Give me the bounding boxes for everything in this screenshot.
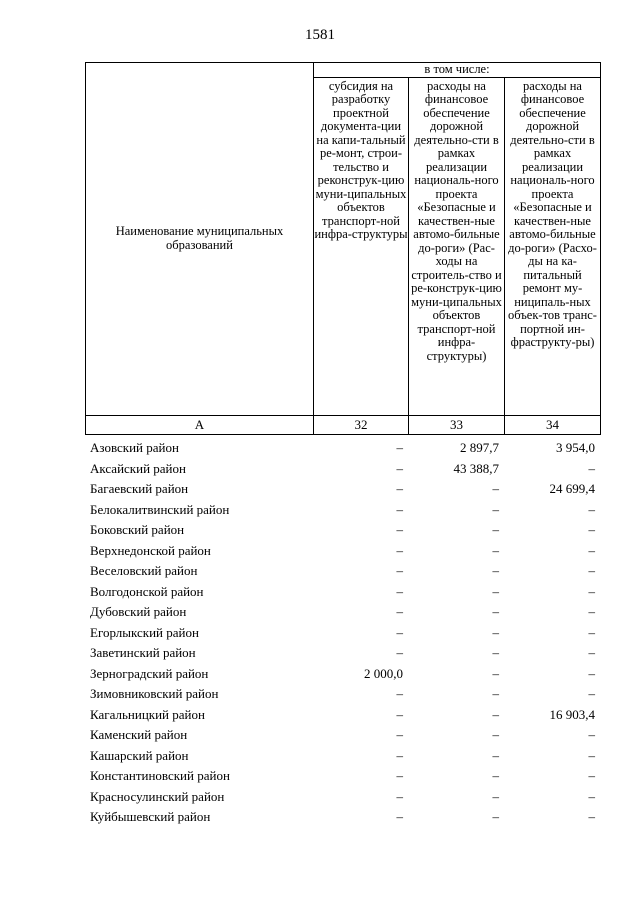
cell-33: – [492, 686, 499, 702]
cell-32: – [396, 481, 403, 497]
row-name: Зерноградский район [90, 665, 209, 681]
table-row [85, 787, 600, 808]
row-name: Верхнедонской район [90, 542, 211, 558]
cell-34: 24 699,4 [549, 481, 595, 497]
cell-32: – [396, 788, 403, 804]
table-row [85, 725, 600, 746]
cell-33: – [492, 788, 499, 804]
row-name: Аксайский район [90, 460, 186, 476]
cell-34: – [588, 624, 595, 640]
cell-32: – [396, 645, 403, 661]
header-code-a: А [86, 415, 314, 434]
row-name: Красносулинский район [90, 788, 225, 804]
table-row [85, 438, 600, 459]
cell-33: – [492, 542, 499, 558]
cell-33: – [492, 583, 499, 599]
header-code-32: 32 [314, 415, 409, 434]
row-name: Куйбышевский район [90, 809, 211, 825]
row-name: Веселовский район [90, 563, 198, 579]
cell-34: – [588, 501, 595, 517]
table-row [85, 459, 600, 480]
cell-33: 43 388,7 [453, 460, 499, 476]
table-row [85, 684, 600, 705]
cell-32: – [396, 706, 403, 722]
cell-32: – [396, 727, 403, 743]
table-row [85, 664, 600, 685]
cell-32: – [396, 747, 403, 763]
table-row [85, 705, 600, 726]
table-row [85, 520, 600, 541]
cell-33: – [492, 501, 499, 517]
cell-34: – [588, 604, 595, 620]
page-number: 1581 [305, 27, 335, 43]
cell-33: – [492, 481, 499, 497]
row-name: Константиновский район [90, 768, 230, 784]
cell-33: 2 897,7 [460, 440, 499, 456]
row-name: Азовский район [90, 440, 179, 456]
row-name: Белокалитвинский район [90, 501, 230, 517]
cell-34: – [588, 768, 595, 784]
cell-34: – [588, 788, 595, 804]
cell-32: – [396, 440, 403, 456]
cell-33: – [492, 706, 499, 722]
cell-32: – [396, 604, 403, 620]
cell-32: – [396, 583, 403, 599]
table-row [85, 643, 600, 664]
cell-34: – [588, 542, 595, 558]
cell-33: – [492, 768, 499, 784]
cell-32: – [396, 460, 403, 476]
table-row [85, 541, 600, 562]
cell-34: 16 903,4 [549, 706, 595, 722]
table-row [85, 766, 600, 787]
cell-32: – [396, 501, 403, 517]
table-row [85, 746, 600, 767]
header-code-33: 33 [409, 415, 505, 434]
cell-33: – [492, 624, 499, 640]
cell-33: – [492, 563, 499, 579]
cell-33: – [492, 747, 499, 763]
header-col-33: расходы на финансовое обеспечение дорожной деятельно-сти в рамках реализации националь-ного проекта «Безопасные и качествен-ные автомо-бильные до-роги» (Рас-ходы на строитель-ство и ре-конструк-цию муни-ципальных объектов транспорт-ной инфра-структуры) [409, 77, 505, 415]
cell-33: – [492, 522, 499, 538]
cell-34: – [588, 522, 595, 538]
row-name: Дубовский район [90, 604, 187, 620]
cell-33: – [492, 645, 499, 661]
cell-32: – [396, 542, 403, 558]
table-row [85, 561, 600, 582]
cell-32: – [396, 768, 403, 784]
row-name: Багаевский район [90, 481, 189, 497]
header-group-label: в том числе: [314, 63, 601, 78]
row-name: Каменский район [90, 727, 188, 743]
row-name: Егорлыкский район [90, 624, 199, 640]
cell-32: – [396, 624, 403, 640]
cell-34: – [588, 645, 595, 661]
cell-34: – [588, 747, 595, 763]
cell-34: 3 954,0 [556, 440, 595, 456]
table-row [85, 807, 600, 828]
cell-34: – [588, 727, 595, 743]
cell-33: – [492, 727, 499, 743]
row-name: Кагальницкий район [90, 706, 205, 722]
cell-34: – [588, 563, 595, 579]
cell-32: 2 000,0 [364, 665, 403, 681]
cell-33: – [492, 665, 499, 681]
table-row [85, 623, 600, 644]
cell-32: – [396, 809, 403, 825]
row-name: Волгодонской район [90, 583, 204, 599]
row-name: Боковский район [90, 522, 185, 538]
header-name-column: Наименование муниципальных образований [86, 63, 314, 416]
cell-32: – [396, 522, 403, 538]
cell-33: – [492, 604, 499, 620]
cell-32: – [396, 686, 403, 702]
table-row [85, 602, 600, 623]
cell-34: – [588, 809, 595, 825]
cell-32: – [396, 563, 403, 579]
row-name: Зимовниковский район [90, 686, 219, 702]
table-row [85, 582, 600, 603]
table-row [85, 479, 600, 500]
table-header [85, 62, 601, 435]
cell-33: – [492, 809, 499, 825]
header-col-34: расходы на финансовое обеспечение дорожной деятельно-сти в рамках реализации националь-ного проекта «Безопасные и качествен-ные автомо-бильные до-роги» (Расхо-ды на ка-питальный ремонт му-ниципаль-ных объек-тов транс-портной ин-фраструкту-ры) [505, 77, 601, 415]
header-col-32: субсидия на разработку проектной документа-ции на капи-тальный ре-монт, строи-тельство и реконструк-цию муни-ципальных объектов транспорт-ной инфра-структуры [314, 77, 409, 415]
cell-34: – [588, 686, 595, 702]
header-code-34: 34 [505, 415, 601, 434]
row-name: Заветинский район [90, 645, 196, 661]
row-name: Кашарский район [90, 747, 189, 763]
cell-34: – [588, 460, 595, 476]
table-row [85, 500, 600, 521]
cell-34: – [588, 583, 595, 599]
cell-34: – [588, 665, 595, 681]
table-body [85, 438, 600, 828]
